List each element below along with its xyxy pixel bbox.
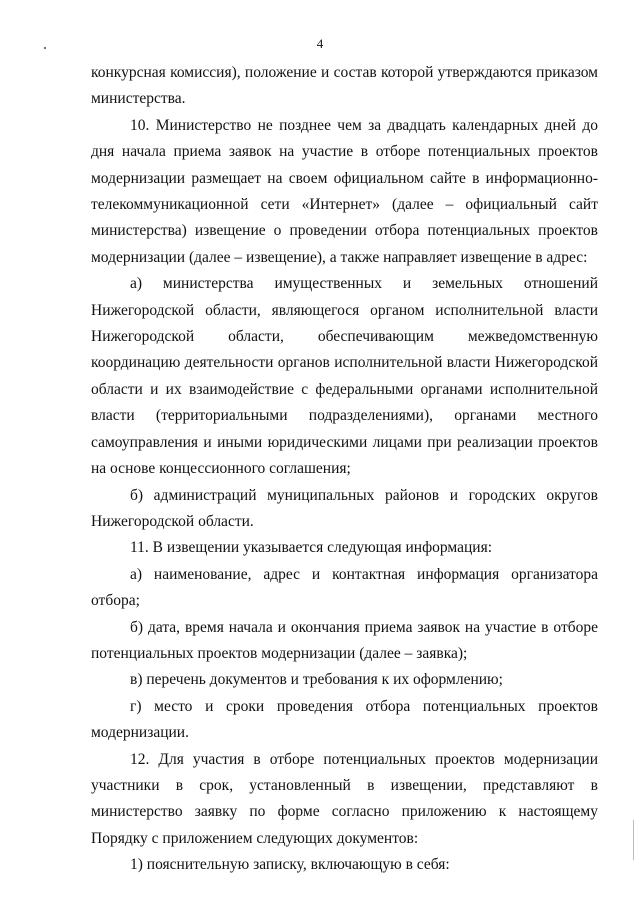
- paragraph-11g: г) место и сроки проведения отбора потенциальных проектов модернизации.: [91, 697, 598, 742]
- paragraph-11a: а) наименование, адрес и контактная информация организатора отбора;: [91, 565, 598, 610]
- paragraph-11v: в) перечень документов и требования к их оформлению;: [130, 671, 503, 689]
- paragraph-12: 12. Для участия в отборе потенциальных проектов модернизации участники в срок, установленный в извещении, представляют в министерство заявку по форме согласно приложению к настоящему Порядку с приложением следующих документов:: [91, 750, 598, 847]
- paragraph-10: 10. Министерство не позднее чем за двадцать календарных дней до дня начала приема заявок на участие в отборе потенциальных проектов модернизации размещает на своем официальном сайте в информационно-телекоммуникационной сети «Интернет» (далее – официальный сайт министерства) извещение о проведении отбора потенциальных проектов модернизации (далее – извещение), а также направляет извещение в адрес:: [91, 116, 598, 266]
- paragraph-10b: б) администраций муниципальных районов и городских округов Нижегородской области.: [91, 486, 598, 530]
- paragraph-11: 11. В извещении указывается следующая информация:: [130, 539, 493, 557]
- paragraph-10a: а) министерства имущественных и земельных отношений Нижегородской области, являющегося органом исполнительной власти Нижегородской области, обеспечивающим межведомственную координацию деятельности органов исполнительной власти Нижегородской области и их взаимодействие с федеральными органами исполнительной власти (территориальными подразделениями), органами местного самоуправления и иными юридическими лицами при реализации проектов на основе концессионного соглашения;: [91, 275, 598, 478]
- document-body: [91, 60, 598, 879]
- page-number: 4: [316, 36, 324, 51]
- paragraph-commission: конкурсная комиссия), положение и состав которой утверждаются приказом министерства.: [91, 64, 598, 108]
- paragraph-11b: б) дата, время начала и окончания приема заявок на участие в отборе потенциальных проектов модернизации (далее – заявка);: [91, 618, 598, 662]
- paragraph-12-1: 1) пояснительную записку, включающую в себя:: [130, 856, 450, 874]
- scan-edge-mark: [633, 820, 634, 860]
